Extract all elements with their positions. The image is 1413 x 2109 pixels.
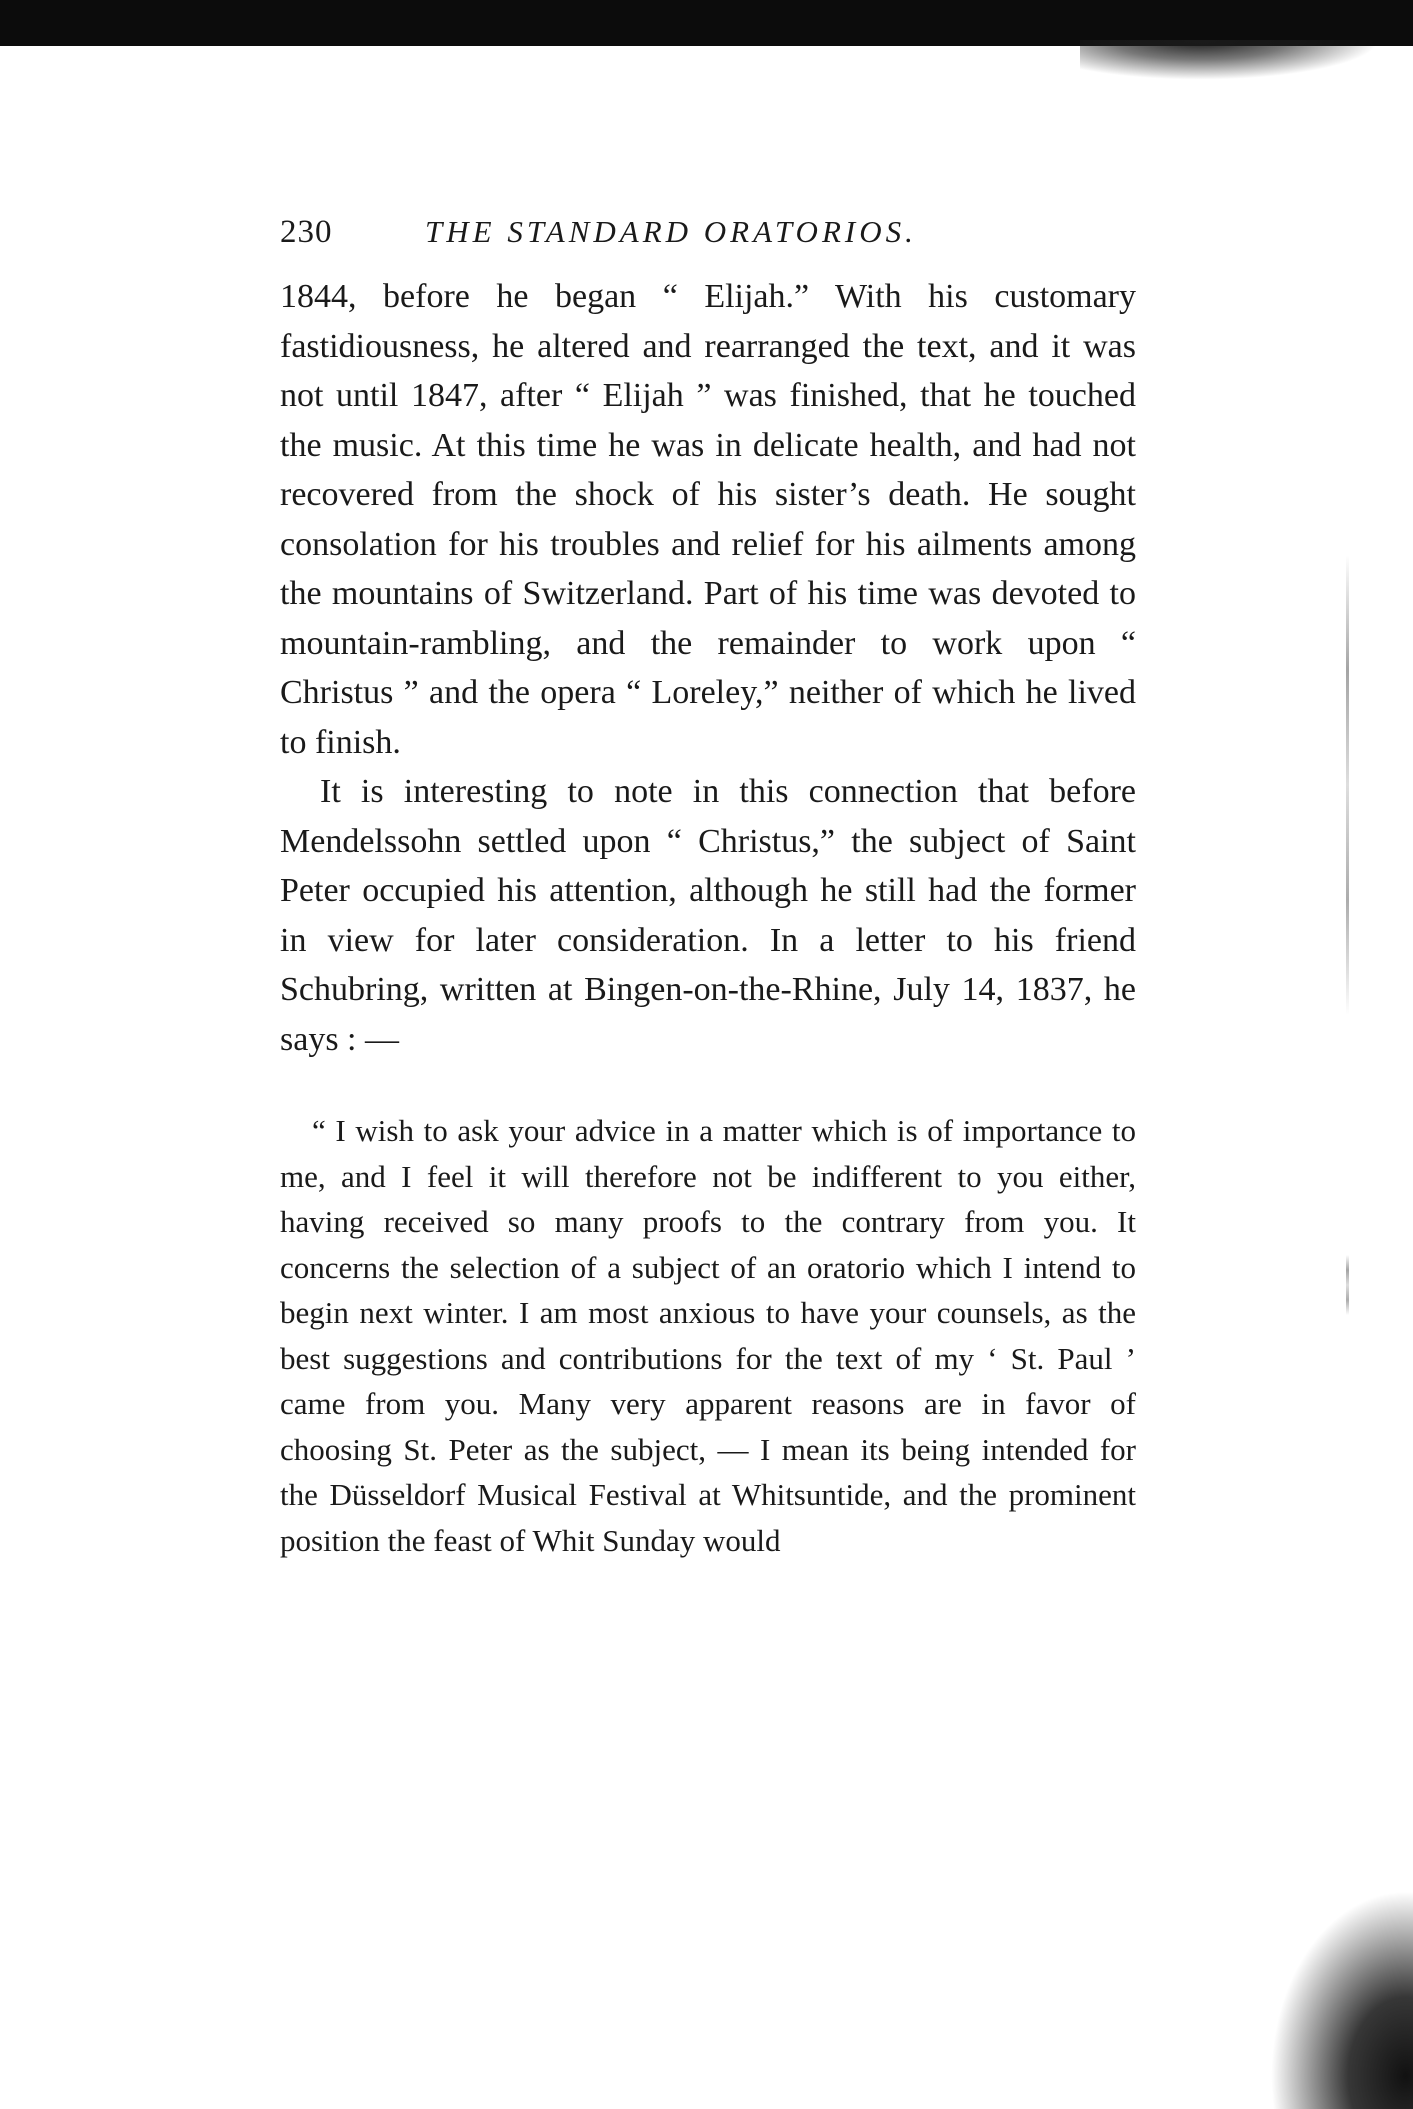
scan-edge-shadow xyxy=(1080,40,1380,80)
scan-corner-shadow xyxy=(1270,1890,1413,2109)
page-number: 230 xyxy=(280,214,333,250)
running-title: THE STANDARD ORATORIOS. xyxy=(425,214,917,249)
letter-quotation: “ I wish to ask your advice in a matter which is of importance to me, and I feel it will therefore not be indifferent to you either, having received so many proofs to the contrary from you. It concerns the selection of a subject of an oratorio which I intend to begin next winter. I am most anxious to have your counsels, as the best suggestions and contributions for the text of my ‘ St. Paul ’ came from you. Many very apparent reasons are in favor of choosing St. Peter as the subject, — I mean its being intended for the Düsseldorf Musical Festival at Whitsuntide, and the prominent position the feast of Whit Sunday would xyxy=(280,1113,1136,1558)
running-head xyxy=(280,200,1136,260)
scan-margin-streak xyxy=(1346,1255,1349,1315)
scan-margin-streak xyxy=(1346,555,1349,1015)
body-paragraph: It is interesting to note in this connection that before Mendelssohn settled upon “ Christus,” the subject of Saint Peter occupied his attention, although he still had the former in view for later consideration. In a letter to his friend Schubring, written at Bingen-on-the-Rhine, July 14, 1837, he says : — xyxy=(280,773,1136,1058)
body-paragraph: 1844, before he began “ Elijah.” With his customary fastidiousness, he altered and rearranged the text, and it was not until 1847, after “ Elijah ” was finished, that he touched the music. At this time he was in delicate health, and had not recovered from the shock of his sister’s death. He sought consolation for his troubles and relief for his ailments among the mountains of Switzerland. Part of his time was devoted to mountain-rambling, and the remainder to work upon “ Christus ” and the opera “ Loreley,” neither of which he lived to finish. xyxy=(280,278,1136,761)
book-page xyxy=(280,200,1136,1563)
